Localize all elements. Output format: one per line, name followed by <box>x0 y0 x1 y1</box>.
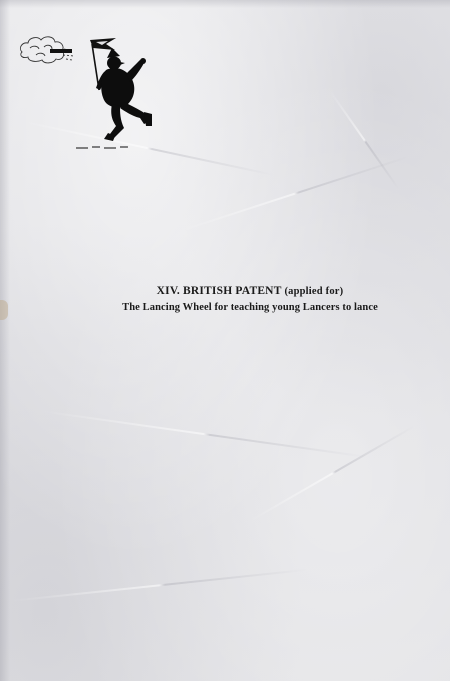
page-edge-shadow-top <box>0 0 450 8</box>
patent-heading-note: (applied for) <box>284 286 344 297</box>
runner-silhouette-icon <box>96 48 152 141</box>
running-figure-illustration <box>16 30 166 155</box>
paper-stain <box>0 300 8 320</box>
paper-crease <box>40 410 367 458</box>
paper-crease <box>250 425 416 522</box>
patent-heading-text: XIV. BRITISH PATENT <box>156 285 282 297</box>
patent-heading <box>60 285 440 297</box>
paper-crease <box>329 90 399 189</box>
patent-description: The Lancing Wheel for teaching young Lancers to lance <box>122 302 378 313</box>
page-edge-shadow-left <box>0 0 10 681</box>
paper-crease <box>180 156 409 232</box>
paper-crease <box>10 569 309 602</box>
ground-line <box>76 147 128 148</box>
speed-bar-icon <box>50 49 72 53</box>
